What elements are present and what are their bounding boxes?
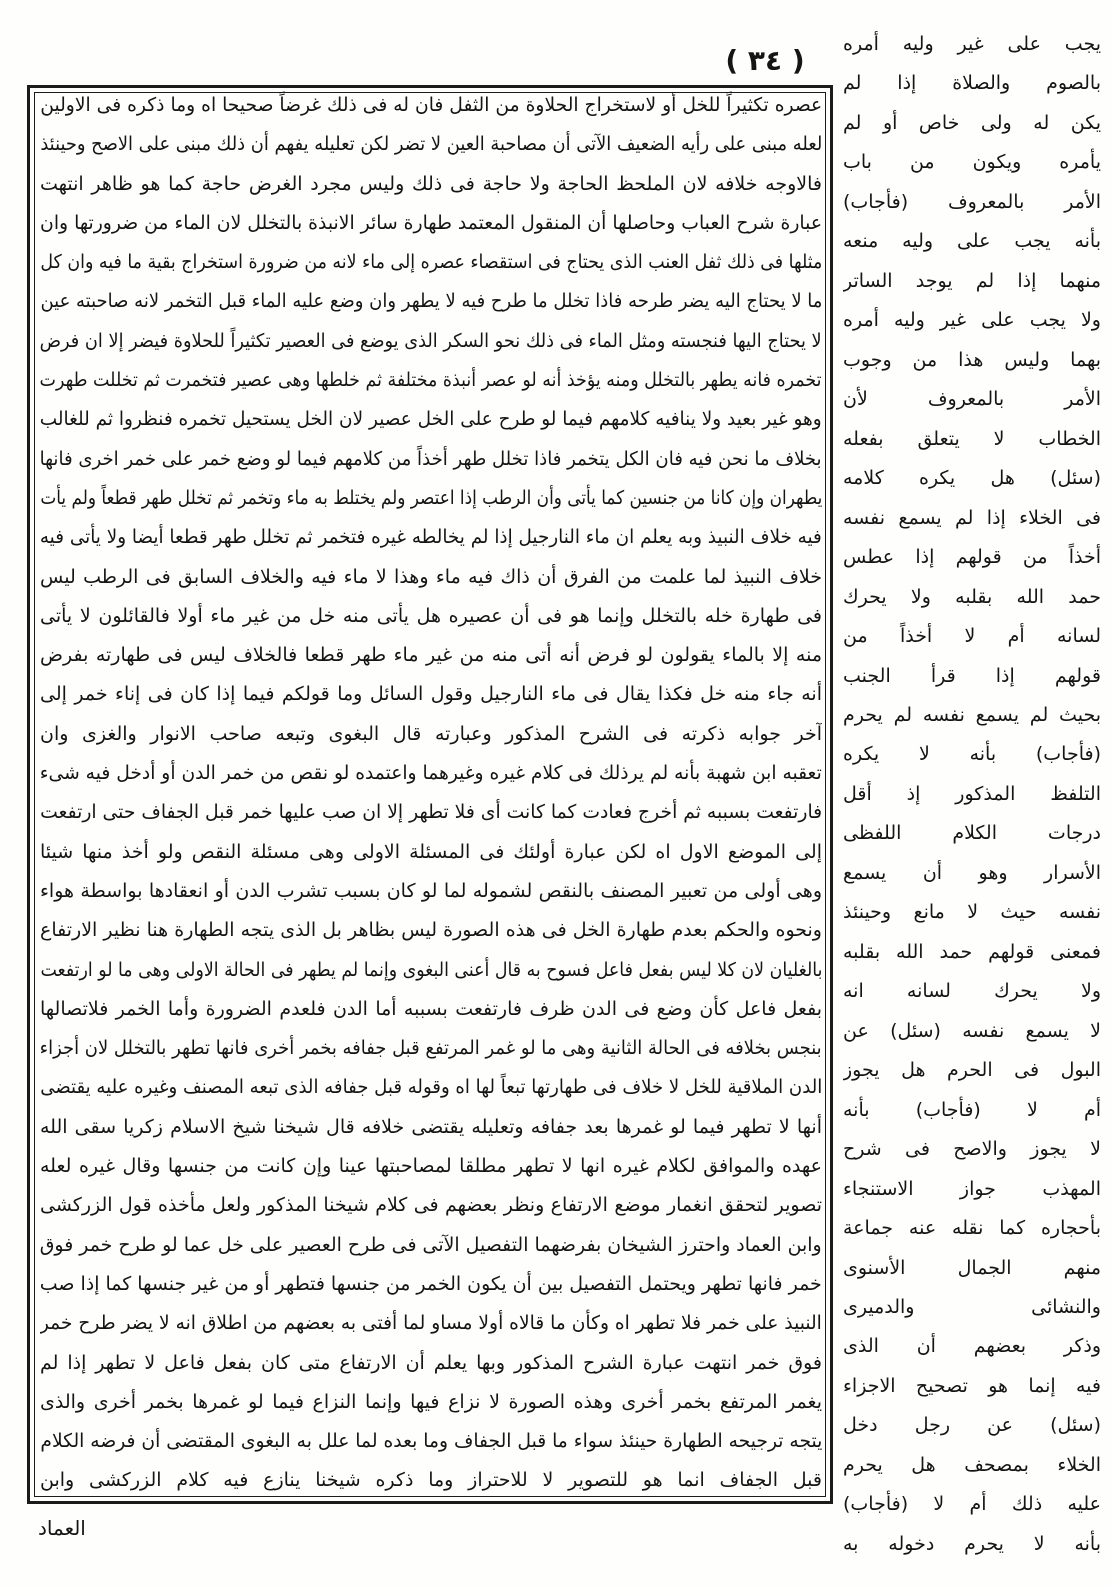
main-text-line: تخمره فانه يطهر بالتخلل ومنه يؤخذ أنه لو عصر أنبذة مختلفة ثم خلطها وهى عصير فتخمرت ثم تخللت طهرت xyxy=(40,369,822,392)
main-text-line: ما لا يحتاج اليه يضر طرحه فاذا تخلل ما طرح فيه لا يطهر وان وضع عليه الماء قبل التخمر لانه صاحبته عين xyxy=(40,290,822,313)
catchword: العماد xyxy=(38,1516,86,1540)
margin-note-line: بأنه يجب على وليه منعه xyxy=(843,230,1101,253)
main-text-column xyxy=(40,86,822,1501)
margin-note-line: بأحجاره كما نقله عنه جماعة xyxy=(843,1217,1101,1240)
margin-note-line: (فأجاب) بأنه لا يكره xyxy=(843,743,1101,766)
margin-note-line: الأمر بالمعروف لأن xyxy=(843,388,1101,411)
main-text-line: آخر جوابه ذكرته فى الشرح المذكور وعبارته قال البغوى وتبعه صاحب الانوار والغزى وان xyxy=(40,722,822,745)
margin-note-line: فمعنى قولهم حمد الله بقلبه xyxy=(843,940,1101,963)
main-text-line: وهى أولى من تعبير المصنف بالنقص لشموله لما لو كان بسبب تشرب الدن أو انعقادها بواسطة هواء xyxy=(40,879,822,902)
margin-note-line: (سئل) هل يكره كلامه xyxy=(843,467,1101,490)
margin-note-line: بهما وليس هذا من وجوب xyxy=(843,348,1101,371)
margin-note-line: منهما إذا لم يوجد الساتر xyxy=(843,269,1101,292)
main-text-line: عصره تكثيراً للخل أو لاستخراج الحلاوة من الثفل فان له فى ذلك غرضاً صحيحا اه وما ذكره فى الاولين xyxy=(40,94,822,116)
main-text-line: يغمر المرتفع بخمر أخرى وهذه الصورة لا نزاع فيها وإنما النزاع فيما لو غمرها بخمر أخرى والذى xyxy=(40,1390,822,1413)
main-text-line: الدن الملاقية للخل لا خلاف فى طهارتها تبعاً لها اه وقوله قبل جفافه الذى تبعه المصنف وغيره عليه يقتضى xyxy=(40,1076,822,1099)
main-text-line: لا يحتاج اليها فنجسته ومثل الماء فى ذلك نحو السكر الذى يوضع فى العصير تكثيراً للحلاوة فيضر إلا ان فرض xyxy=(40,329,822,352)
margin-note-line: الأسرار وهو أن يسمع xyxy=(843,861,1101,884)
margin-note-line: المهذب جواز الاستنجاء xyxy=(843,1177,1101,1200)
main-text-line: فارتفعت بسببه ثم أخرج فعادت كما كانت أى فلا تطهر إلا ان صب عليها خمر قبل الجفاف حتى ارتفعت xyxy=(40,801,822,824)
margin-note-line: بأنه لا يحرم دخوله به xyxy=(843,1532,1101,1555)
margin-note-line: الخلاء بمصحف هل يحرم xyxy=(843,1453,1101,1476)
main-text-line: منه إلا بالماء يقولون لو فرض أنه أتى منه من غير ماء طهر قطعا فالخلاف ليس فى طهارته بفرض xyxy=(40,644,822,667)
main-text-line: مثلها فى ذلك ثفل العنب الذى يحتاج فى استقصاء عصره إلى ماء لانه من ضرورة استخراج بقية ما فيه وان كل xyxy=(40,251,822,274)
main-text-line: عهده والموافق لكلام غيره انها لا تطهر مطلقا لمصاحبتها عينا وإن كانت من جنسها وقال غيره لعله xyxy=(40,1155,822,1178)
main-text-line: وهو غير بعيد ولا ينافيه كلامهم فيما لو طرح على الخل عصير لان الخل يستحيل تخمره فنظروا ثم للغالب xyxy=(40,408,822,431)
page-number: ( ٣٤ ) xyxy=(725,44,805,77)
main-text-line: وابن العماد واحترز الشيخان بفرضهما التفصيل الآتى فى طرح العصير على خل عما لو طرح خمر فوق xyxy=(40,1233,822,1256)
main-text-line: يتجه ترجيحه الطهارة حينئذ سواء ما قبل الجفاف وما بعده لما علل به البغوى المقتضى أن فرضه الكلام xyxy=(40,1430,822,1453)
main-text-line: عبارة شرح العباب وحاصلها أن المنقول المعتمد طهارة سائر الانبذة بالتخلل لان الماء من ضرورتها وان xyxy=(40,211,822,234)
margin-note-line: أم لا (فأجاب) بأنه xyxy=(843,1098,1101,1121)
margin-note-line: الخطاب لا يتعلق بفعله xyxy=(843,427,1101,450)
main-text-line: بخلاف ما نحن فيه فان الكل يتخمر فاذا تخلل طهر أخذاً من كلامهم فيما لو وضع خمر على خمر اخرى فانها xyxy=(40,447,822,470)
main-text-line: فيه خلاف النبيذ وبه يعلم ان ماء النارجيل إذا لم يخالطه غيره فتخمر ثم تخلل طهر قطعا أيضا ولا يأتى فيه xyxy=(40,526,822,549)
main-text-line: إلى الموضع الاول اه لكن عبارة أولئك فى المسئلة الاولى وهى مسئلة النقص ولو أخذ منها شيئا xyxy=(40,840,822,863)
main-text-line: تعقبه ابن شهبة بأنه لم يرذلك فى كلام غيره وغيرهما واعتمده لو نقص من خمر الدن أو أدخل فيه شىء xyxy=(40,762,822,785)
margin-note-line: أخذاً من قولهم إذا عطس xyxy=(843,546,1101,569)
margin-note-line: ولا يحرك لسانه انه xyxy=(843,980,1101,1003)
main-text-line: لعله مبنى على رأيه الضعيف الآتى أن مصاحبة العين لا تضر لكن تعليله يفهم أن ذلك مبنى على الاصح وحينئذ xyxy=(40,133,822,156)
margin-note-line: منهم الجمال الأسنوى xyxy=(843,1256,1101,1279)
main-text-line: أنها لا تطهر فيما لو غمرها بعد جفافه وتعليله يقتضى خلافه قال شيخنا شيخ الاسلام زكريا سقى الله xyxy=(40,1115,822,1138)
margin-note-line: يجب على غير وليه أمره xyxy=(843,33,1101,55)
main-text-line: النبيذ على خمر فلا تطهر اه وكأن ما قالاه أولا مساو لما أفتى به بعضهم من اطلاق انه لا يضر طرح خمر xyxy=(40,1312,822,1335)
main-text-line: فى طهارة خله بالتخلل وإنما هو فى أن عصيره هل يأتى منه خل من غير ماء أولا فالقائلون لا يأتى xyxy=(40,604,822,627)
margin-note-line: نفسه حيث لا مانع وحينئذ xyxy=(843,901,1101,924)
main-text-line: ونحوه والحكم بعدم طهارة الخل فى هذه الصورة ليس بظاهر بل الذى يتجه الطهارة هنا نظير الارتفاع xyxy=(40,919,822,942)
main-text-line: خلاف النبيذ لما علمت من الفرق أن ذاك فيه ماء وهذا لا ماء فيه والخلاف السابق فى الرطب ليس xyxy=(40,565,822,588)
margin-note-line: لسانه أم لا أخذاً من xyxy=(843,625,1101,648)
margin-note-line: فيه إنما هو تصحيح الاجزاء xyxy=(843,1374,1101,1397)
margin-note-line: لا يجوز والاصح فى شرح xyxy=(843,1138,1101,1161)
main-text-line: بفعل فاعل كأن وضع فى الدن ظرف فارتفعت بسببه أما الدن فلعدم الضرورة وأما الخمر فلاتصالها xyxy=(40,997,822,1020)
margin-note-line: قولهم إذا قرأ الجنب xyxy=(843,664,1101,687)
margin-note-line: (سئل) عن رجل دخل xyxy=(843,1414,1101,1437)
margin-note-line: حمد الله بقلبه ولا يحرك xyxy=(843,585,1101,608)
margin-note-line: يكن له ولى خاص أو لم xyxy=(843,111,1101,134)
margin-note-line: فى الخلاء إذا لم يسمع نفسه xyxy=(843,506,1101,529)
margin-note-line: وذكر بعضهم أن الذى xyxy=(843,1335,1101,1358)
margin-note-line: البول فى الحرم هل يجوز xyxy=(843,1059,1101,1082)
main-text-line: خمر فانها تطهر ويحتمل التفصيل بين أن يكون الخمر من جنسها فتطهر أو من غير جنسها كما إذا صب xyxy=(40,1272,822,1295)
main-text-line: فوق خمر انتهت عبارة الشرح المذكور وبها يعلم أن الارتفاع متى كان بفعل فاعل لا تطهر إذا لم xyxy=(40,1351,822,1374)
margin-note-line: ولا يجب على غير وليه أمره xyxy=(843,309,1101,332)
margin-note-line: والنشائى والدميرى xyxy=(843,1296,1101,1318)
main-text-line: بالغليان لان كلا ليس بفعل فاعل فسوح به قال أعنى البغوى وإنما لم يطهر فى الحالة الاولى وهى ما لو ارتفعت xyxy=(40,958,822,981)
margin-note-line: عليه ذلك أم لا (فأجاب) xyxy=(843,1493,1101,1516)
margin-note-line: لا يسمع نفسه (سئل) عن xyxy=(843,1019,1101,1042)
margin-note-line: التلفظ المذكور إذ أقل xyxy=(843,782,1101,805)
main-text-line: تصوير لتحقق انغمار موضع الارتفاع ونظر بعضهم فى كلام شيخنا المذكور ولعل مأخذه قول الزركشى xyxy=(40,1194,822,1217)
margin-note-line: بحيث لم يسمع نفسه لم يحرم xyxy=(843,703,1101,726)
margin-note-line: الأمر بالمعروف (فأجاب) xyxy=(843,190,1101,213)
main-text-line: فالاوجه خلافه لان الملحظ الحاجة ولا حاجة فى ذلك وليس مجرد الغرض حاجة كما هو ظاهر انتهت xyxy=(40,172,822,195)
main-text-line: يطهران وإن كانا من جنسين كما يأتى وأن الرطب إذا اعتصر ولم يختلط به ماء وتخمر ثم تخلل طهر قطعاً ولم يأت xyxy=(40,486,822,509)
margin-note-line: يأمره ويكون من باب xyxy=(843,151,1101,174)
main-text-line: أنه جاء منه خل فكذا يقال فى ماء النارجيل وقول السائل وما قولكم فيما إذا كان فى إناء خمر إلى xyxy=(40,683,822,706)
margin-note-line: بالصوم والصلاة إذا لم xyxy=(843,72,1101,95)
main-text-line: قبل الجفاف انما هو للتصوير لا للاحتراز وما ذكره شيخنا ينازع فيه كلام الزركشى وابن xyxy=(40,1469,822,1492)
main-text-line: بنجس بخلافه فى الحالة الثانية وهى ما لو غمر المرتفع قبل جفافه بخمر أخرى فانها تطهر بالتخلل لان أجزاء xyxy=(40,1037,822,1060)
margin-note-line: درجات الكلام اللفظى xyxy=(843,822,1101,845)
margin-notes-column xyxy=(843,25,1101,1565)
